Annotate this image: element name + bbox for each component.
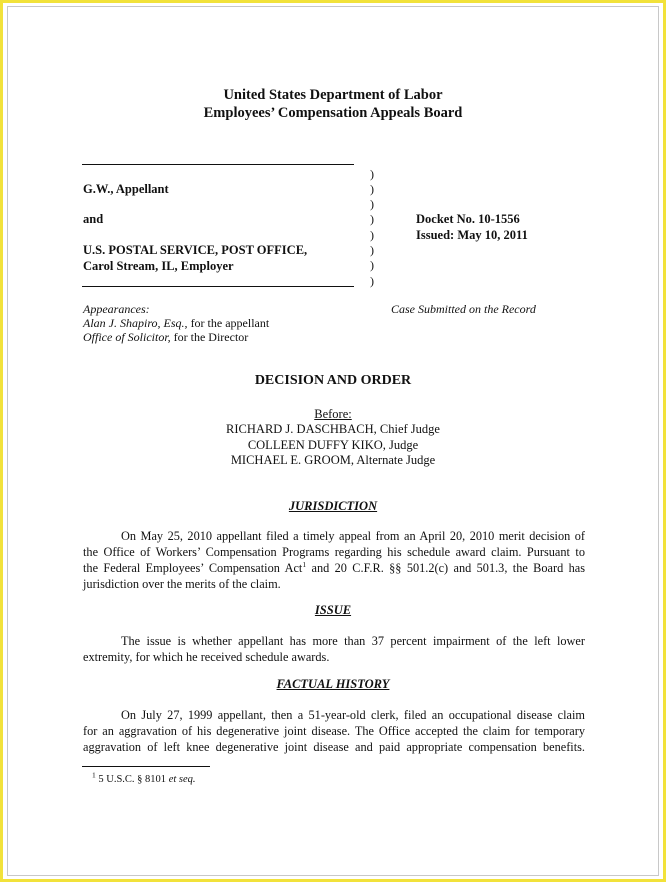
judge-1: RICHARD J. DASCHBACH, Chief Judge [226,422,440,436]
appellant-name: G.W., Appellant [83,182,169,196]
footnote-marker: 1 [92,770,96,780]
factual-history-paragraph [83,707,585,755]
decision-title: DECISION AND ORDER [254,373,412,388]
cfr-citation: and 20 C.F.R. §§ 501.2(c) and 501.3, the Board has [306,561,585,575]
caption-top-rule [82,164,354,165]
issued-date: Issued: May 10, 2011 [416,228,528,242]
judge-2: COLLEEN DUFFY KIKO, Judge [247,438,419,452]
issue-line: The issue is whether appellant has more than 37 percent impairment of the left lower [121,634,585,648]
jurisdiction-line: the Office of Workers’ Compensation Programs regarding his schedule award claim. Pursuant to [83,545,585,559]
factual-history-line: On July 27, 1999 appellant, then a 51-year-old clerk, filed an occupational disease claim [121,708,585,722]
jurisdiction-heading: JURISDICTION [288,499,378,513]
caption-bottom-rule [82,286,354,287]
caption-paren: ) [370,228,374,242]
caption-paren: ) [370,212,374,226]
caption-paren: ) [370,167,374,181]
jurisdiction-line [83,560,585,576]
caption-paren: ) [370,274,374,288]
agency-title: United States Department of Labor [223,87,443,103]
board-title: Employees’ Compensation Appeals Board [203,105,463,121]
case-submitted: Case Submitted on the Record [391,302,536,316]
appearances-label: Appearances: [83,302,150,316]
footnote-text: 5 U.S.C. § 8101 [95,774,169,785]
caption-paren: ) [370,197,374,211]
factual-history-line: for an aggravation of his degenerative joint disease. The Office accepted the claim for temporary [83,724,585,738]
jurisdiction-paragraph [83,528,585,592]
employer-line-2: Carol Stream, IL, Employer [83,259,234,273]
judge-3: MICHAEL E. GROOM, Alternate Judge [230,453,436,467]
appearance-counsel [83,316,269,331]
counsel-name: Alan J. Shapiro, Esq., [83,316,188,330]
footnote-ref: 1 [302,559,307,569]
footnote [92,770,196,785]
before-label: Before: [314,407,352,421]
jurisdiction-line: On May 25, 2010 appellant filed a timely appeal from an April 20, 2010 merit decision of [121,529,585,543]
docket-number: Docket No. 10-1556 [416,212,520,226]
issue-paragraph [83,633,585,665]
solicitor-role: for the Director [173,330,249,344]
jurisdiction-line: jurisdiction over the merits of the claim. [83,577,281,591]
caption-paren: ) [370,243,374,257]
employer-line-1: U.S. POSTAL SERVICE, POST OFFICE, [83,243,308,257]
counsel-role: for the appellant [190,316,270,330]
appearance-solicitor [83,330,248,345]
solicitor-name: Office of Solicitor, [83,330,171,344]
fecta-citation: the Federal Employees’ Compensation Act [83,561,303,575]
footnote-rule [82,766,210,767]
caption-paren: ) [370,258,374,272]
issue-heading: ISSUE [314,603,352,617]
footnote-et-seq: et seq. [168,774,196,785]
factual-history-line: aggravation of left knee degenerative joint disease and paid appropriate compensation benefits. [83,740,585,754]
caption-and: and [83,212,104,226]
factual-history-heading: FACTUAL HISTORY [276,677,390,691]
issue-line: extremity, for which he received schedule awards. [83,650,330,664]
caption-paren: ) [370,182,374,196]
